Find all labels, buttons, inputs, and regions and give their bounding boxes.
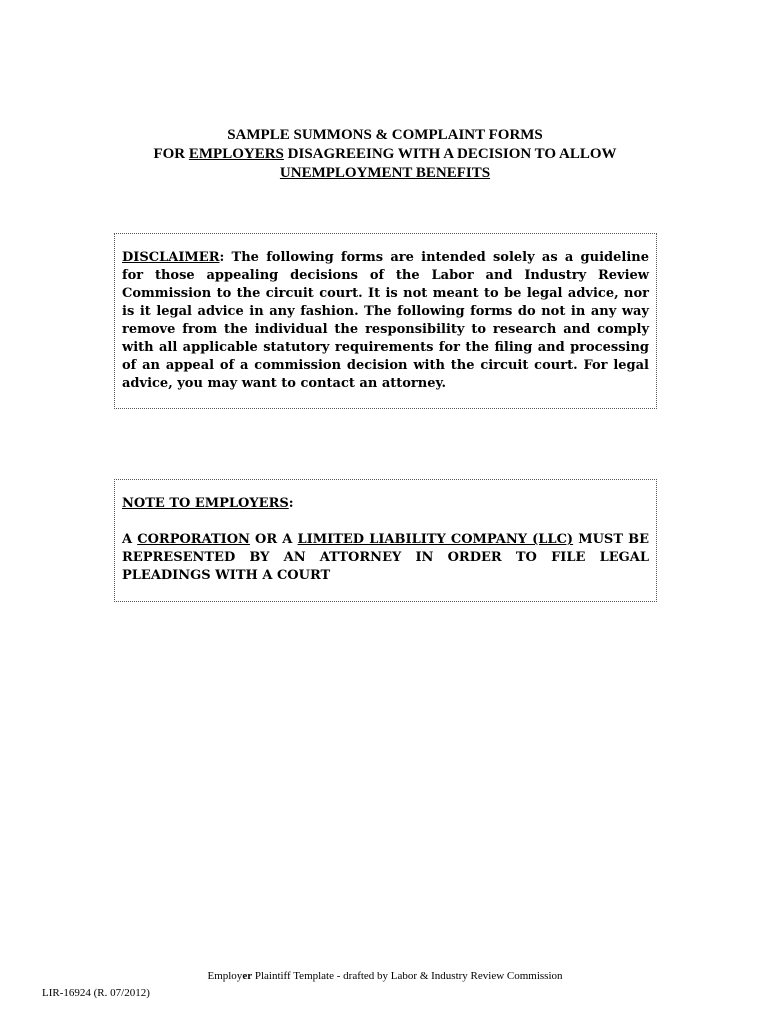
note-title-text: NOTE TO EMPLOYERS — [122, 496, 289, 511]
disclaimer-text: : The following forms are intended solely as a guideline for those appealing decisions of the Labor and Industry Review Commission to the circuit court. It is not meant to be legal advice, nor is it legal advice in any fashion. The following forms do not in any way remove from the individual the responsibility to research and comply with all applicable statutory requirements for the filing and processing of an appeal of a commission decision with the circuit court. For legal advice, you may want to contact an attorney. — [122, 250, 649, 391]
note-rest: MUST BE REPRESENTED BY AN ATTORNEY IN ORDER TO FILE LEGAL PLEADINGS WITH A COURT — [122, 532, 650, 583]
note-title — [122, 495, 649, 513]
footer-part-3: Plaintiff Template - drafted by Labor & Industry Review Commission — [252, 970, 563, 982]
form-id: LIR-16924 (R. 07/2012) — [42, 987, 150, 999]
note-body — [122, 531, 649, 585]
disclaimer-label: DISCLAIMER — [122, 250, 220, 265]
disclaimer-box — [114, 233, 657, 409]
footer-part-1: Employ — [207, 970, 243, 982]
note-title-colon: : — [288, 496, 294, 511]
document-title — [0, 126, 770, 183]
footer-template-note — [0, 969, 770, 983]
note-prefix: A — [122, 532, 138, 547]
title-line-2 — [0, 145, 770, 164]
title-line-3: UNEMPLOYMENT BENEFITS — [279, 165, 491, 181]
title-line-1: SAMPLE SUMMONS & COMPLAINT FORMS — [227, 127, 543, 143]
note-corporation: CORPORATION — [137, 532, 250, 547]
note-to-employers-box — [114, 479, 657, 602]
title-employers-underlined: EMPLOYERS — [188, 146, 284, 162]
title-line-2-suffix: DISAGREEING WITH A DECISION TO ALLOW — [283, 146, 617, 162]
note-llc: LIMITED LIABILITY COMPANY (LLC) — [297, 532, 574, 547]
note-middle: OR A — [249, 532, 298, 547]
title-line-2-prefix: FOR — [153, 146, 189, 162]
footer-part-2: er — [242, 970, 253, 982]
